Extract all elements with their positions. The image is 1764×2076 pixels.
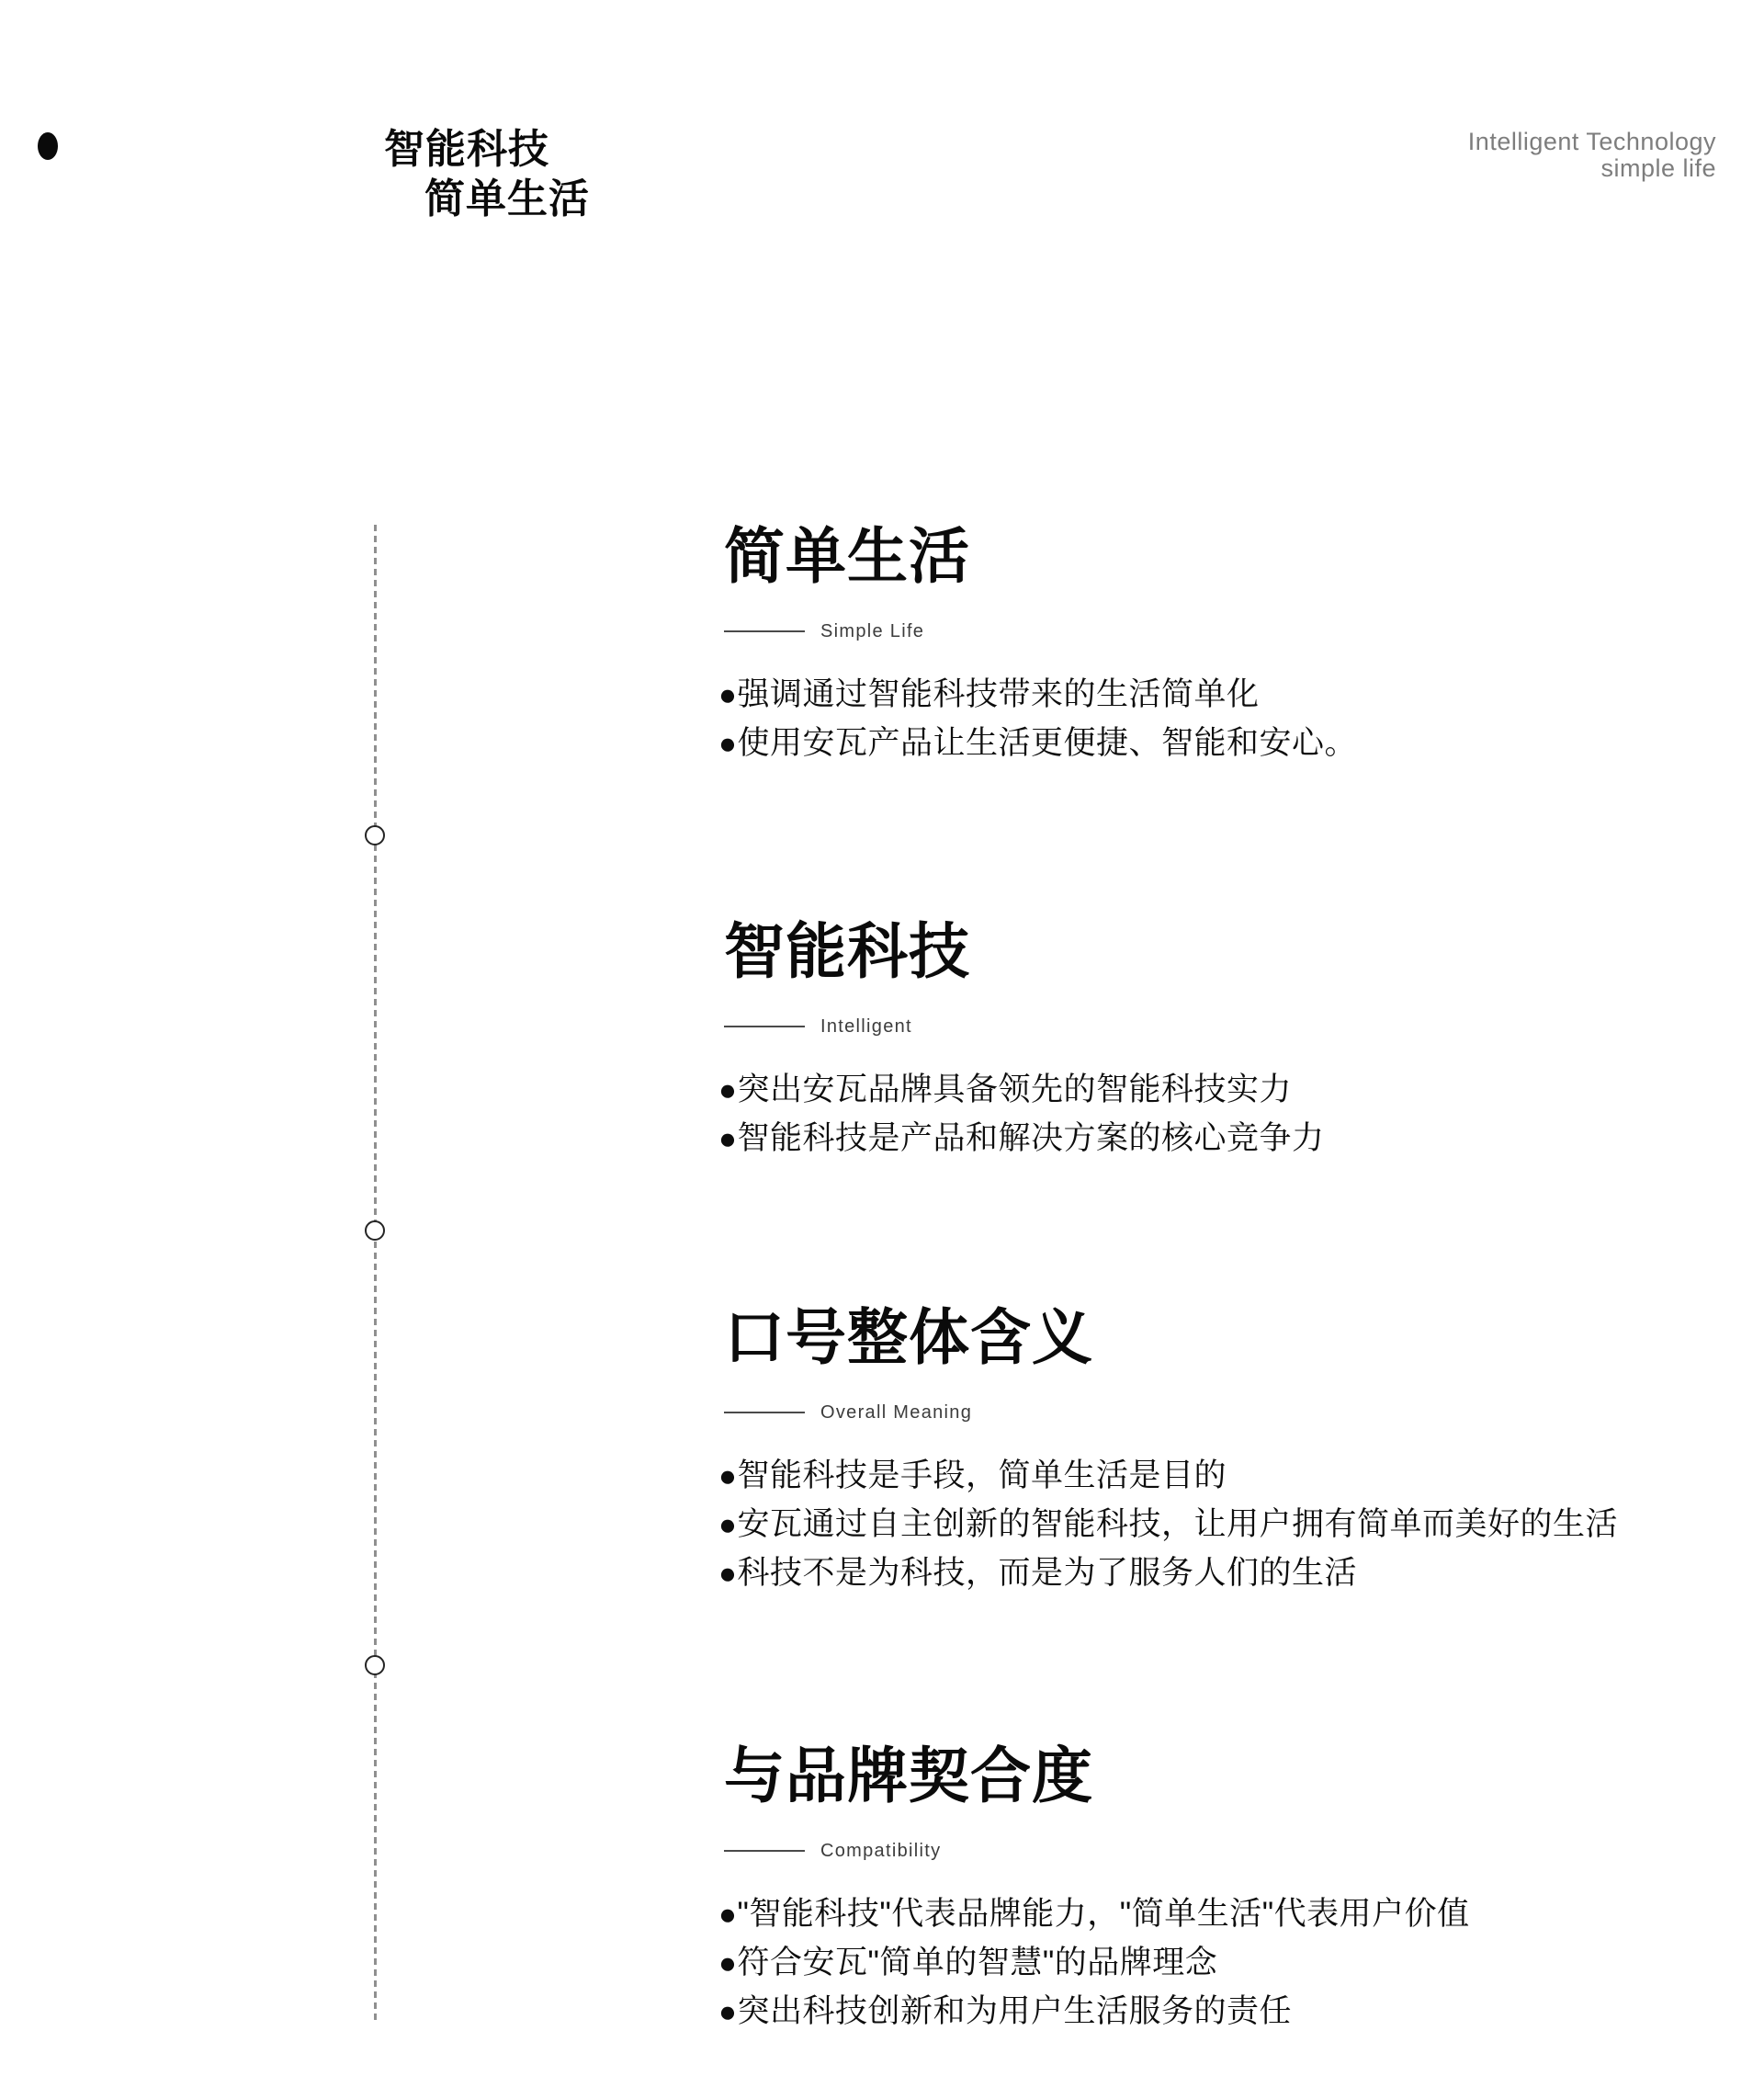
bullet-item — [718, 1500, 1747, 1548]
bullet-text: 安瓦通过自主创新的智能科技，让用户拥有简单而美好的生活 — [737, 1506, 1618, 1542]
timeline-dashed-line — [374, 525, 377, 2023]
caption-rule — [724, 630, 805, 632]
section-heading: 与品牌契合度 — [724, 1741, 1093, 1809]
bullet-item — [718, 719, 1747, 767]
bullet-item — [718, 1938, 1747, 1987]
section-caption — [724, 1840, 1747, 1862]
brand-slogan-cn — [384, 125, 590, 224]
bullet-list — [718, 1065, 1747, 1163]
bullet-list — [718, 670, 1747, 767]
caption-label: Intelligent — [820, 1015, 912, 1037]
brand-slogan-en-line2: simple life — [1600, 154, 1716, 182]
caption-label: Simple Life — [820, 620, 925, 641]
bullet-item — [718, 670, 1747, 719]
brand-slogan-en — [1468, 129, 1716, 182]
bullet-text: "智能科技"代表品牌能力，"简单生活"代表用户价值 — [737, 1896, 1470, 1932]
bullet-item — [718, 1114, 1747, 1163]
bullet-text: 突出科技创新和为用户生活服务的责任 — [737, 1993, 1292, 2029]
timeline-node-icon — [365, 1220, 385, 1241]
bullet-item — [718, 1065, 1747, 1114]
bullet-dot-icon: ● — [718, 1897, 738, 1931]
timeline-node-icon — [365, 825, 385, 845]
bullet-text: 突出安瓦品牌具备领先的智能科技实力 — [737, 1072, 1292, 1107]
bullet-dot-icon: ● — [718, 726, 738, 760]
bullet-text: 符合安瓦"简单的智慧"的品牌理念 — [737, 1945, 1218, 1980]
bullet-dot-icon: ● — [718, 1994, 738, 2028]
section-heading: 口号整体含义 — [724, 1303, 1093, 1371]
section-heading: 简单生活 — [724, 522, 970, 590]
timeline-node-icon — [365, 1655, 385, 1675]
bullet-text: 科技不是为科技，而是为了服务人们的生活 — [737, 1555, 1357, 1591]
section-caption — [724, 620, 1747, 642]
bullet-list — [718, 1889, 1747, 2036]
bullet-text: 智能科技是手段，简单生活是目的 — [737, 1458, 1227, 1493]
bullet-item — [718, 1548, 1747, 1597]
bullet-item — [718, 1889, 1747, 1938]
bullet-dot-icon: ● — [718, 1556, 738, 1590]
bullet-text: 强调通过智能科技带来的生活简单化 — [737, 676, 1260, 712]
brand-dot-icon — [38, 132, 58, 160]
section-overall-meaning — [718, 1305, 1747, 1597]
bullet-dot-icon: ● — [718, 1946, 738, 1980]
caption-rule — [724, 1026, 805, 1027]
caption-label: Overall Meaning — [820, 1401, 973, 1423]
section-intelligent — [718, 919, 1747, 1163]
caption-rule — [724, 1412, 805, 1413]
section-heading: 智能科技 — [724, 917, 970, 985]
bullet-dot-icon: ● — [718, 677, 738, 711]
section-caption — [724, 1015, 1747, 1038]
brand-slogan-cn-line2: 简单生活 — [424, 176, 590, 221]
bullet-text: 使用安瓦产品让生活更便捷、智能和安心。 — [737, 725, 1357, 761]
caption-label: Compatibility — [820, 1840, 942, 1861]
bullet-dot-icon: ● — [718, 1507, 738, 1541]
bullet-item — [718, 1987, 1747, 2036]
brand-slogan-en-line1: Intelligent Technology — [1467, 128, 1716, 155]
section-simple-life — [718, 524, 1747, 767]
bullet-dot-icon: ● — [718, 1072, 738, 1106]
caption-rule — [724, 1850, 805, 1852]
bullet-text: 智能科技是产品和解决方案的核心竞争力 — [737, 1120, 1325, 1156]
brand-slogan-cn-line1: 智能科技 — [384, 127, 549, 172]
bullet-item — [718, 1451, 1747, 1500]
section-compatibility — [718, 1743, 1747, 2036]
bullet-dot-icon: ● — [718, 1121, 738, 1155]
bullet-dot-icon: ● — [718, 1458, 738, 1492]
bullet-list — [718, 1451, 1747, 1597]
section-caption — [724, 1401, 1747, 1424]
